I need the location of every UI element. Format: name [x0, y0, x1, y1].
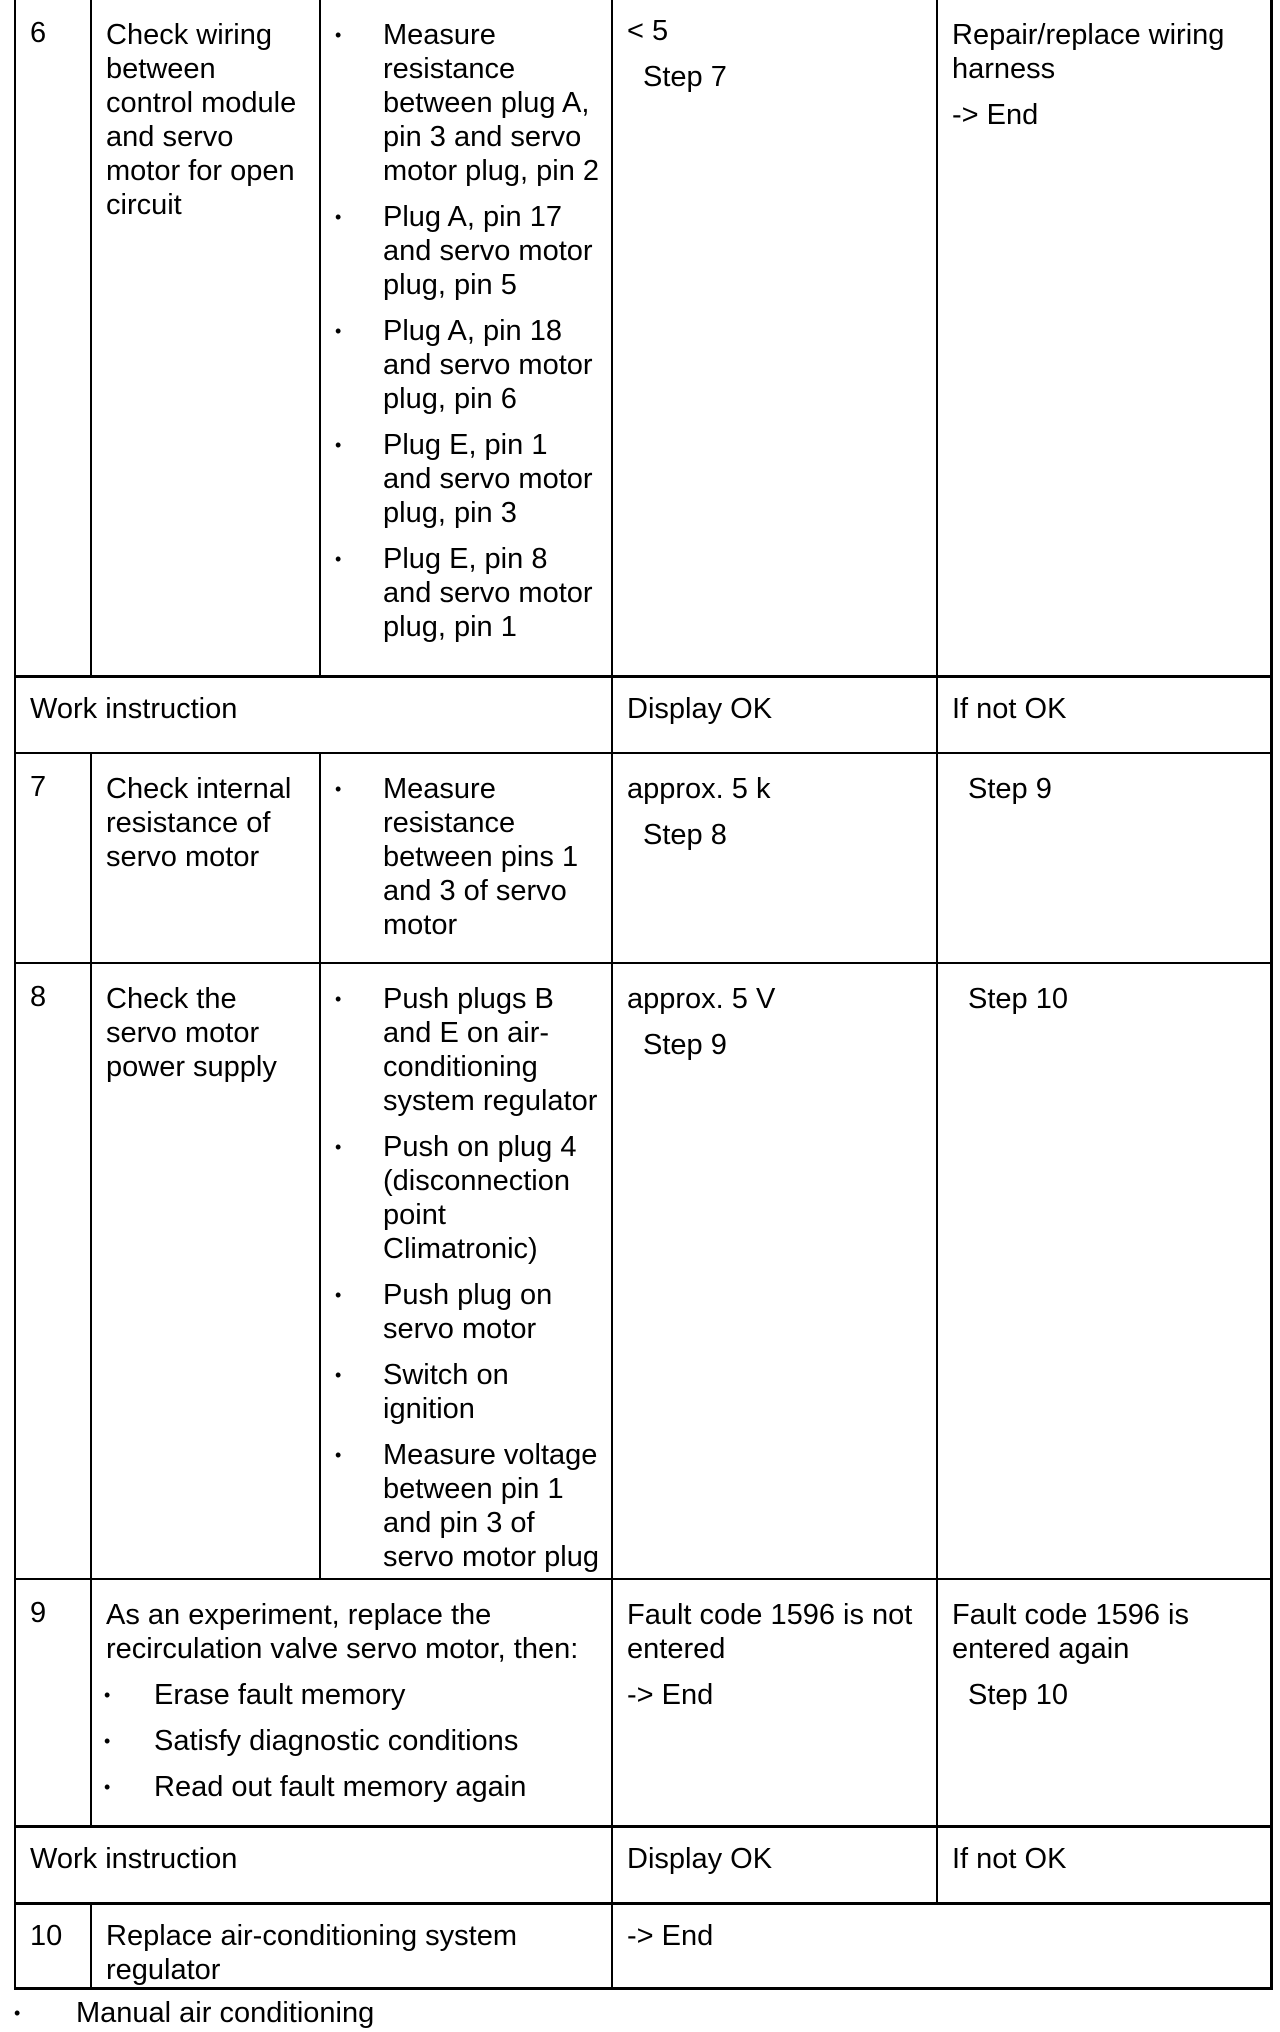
diagnostic-table [14, 0, 1273, 1990]
header-work-instruction: Work instruction [30, 692, 238, 725]
step-row-8 [15, 963, 1271, 1579]
task-text: Replace air-conditioning system regulator [106, 1920, 518, 1986]
ok-value: approx. 5 V [627, 982, 776, 1015]
ok-next-step: Step 8 [643, 818, 727, 851]
action-item: • Plug A, pin 17 and servo motor plug, pin 5 [321, 200, 603, 302]
step-row-9 [15, 1579, 1271, 1827]
not-ok-next-step: Step 9 [968, 772, 1052, 805]
action-item: • Plug E, pin 8 and servo motor plug, pin 1 [321, 542, 603, 644]
ok-cell [612, 1904, 1271, 1989]
actions-cell [320, 0, 612, 676]
action-item: • Measure resistance between plug A, pin 3 and servo motor plug, pin 2 [321, 18, 603, 188]
not-ok-value: Fault code 1596 is entered again [952, 1598, 1189, 1665]
step-number: 9 [30, 1596, 47, 1629]
task-cell [91, 0, 320, 676]
step-number: 8 [30, 980, 47, 1013]
step-number: 7 [30, 770, 47, 803]
action-item: • Switch on ignition [321, 1358, 603, 1426]
ok-next-step: Step 7 [643, 61, 727, 93]
action-item: • Erase fault memory [92, 1678, 597, 1712]
not-ok-cell [937, 1579, 1271, 1827]
step-row-10 [15, 1904, 1271, 1989]
actions-cell [320, 753, 612, 963]
action-item: • Measure voltage between pin 1 and pin 3 of servo motor plug [321, 1438, 603, 1574]
step-number-cell [15, 1904, 91, 1989]
action-list [321, 772, 603, 942]
header-work-instruction-cell [15, 1827, 612, 1904]
footer-bullet-text: Manual air conditioning [76, 1997, 375, 2029]
header-display-ok: Display OK [627, 1843, 773, 1875]
action-item: • Read out fault memory again [92, 1770, 597, 1804]
not-ok-next-step: -> End [952, 99, 1039, 131]
ok-next-step: Step 9 [643, 1028, 727, 1061]
action-list [92, 1678, 597, 1804]
step-number-cell [15, 0, 91, 676]
step-number: 6 [30, 17, 47, 49]
header-not-ok: If not OK [952, 692, 1067, 725]
task-cell [91, 1904, 612, 1989]
ok-cell [612, 963, 937, 1579]
ok-value: approx. 5 k [627, 772, 771, 805]
step-row-6 [15, 0, 1271, 676]
task-text: Check wiring between control module and servo motor for open circuit [106, 19, 297, 221]
ok-value: < 5 [627, 15, 669, 47]
step-row-7 [15, 753, 1271, 963]
action-item: • Push on plug 4 (disconnection point Climatronic) [321, 1130, 603, 1266]
action-item: • Push plugs B and E on air-conditioning system regulator [321, 982, 603, 1118]
action-item: • Satisfy diagnostic conditions [92, 1724, 597, 1758]
ok-cell [612, 0, 937, 676]
task-cell [91, 1579, 612, 1827]
not-ok-cell [937, 753, 1271, 963]
not-ok-cell [937, 0, 1271, 676]
action-item: • Push plug on servo motor [321, 1278, 603, 1346]
action-item: • Measure resistance between pins 1 and 3 of servo motor [321, 772, 603, 942]
action-list [321, 982, 603, 1574]
task-text: Check the servo motor power supply [106, 982, 277, 1083]
task-text: As an experiment, replace the recirculation valve servo motor, then: [106, 1598, 579, 1665]
action-item: • Plug A, pin 18 and servo motor plug, pin 6 [321, 314, 603, 416]
step-number-cell [15, 1579, 91, 1827]
not-ok-next-step: Step 10 [968, 1678, 1068, 1711]
header-display-ok-cell [612, 1827, 937, 1904]
task-text: Check internal resistance of servo motor [106, 772, 292, 873]
task-cell [91, 963, 320, 1579]
bullet-icon: • [14, 2003, 21, 2023]
step-number-cell [15, 753, 91, 963]
header-row [15, 1827, 1271, 1904]
ok-next-step: -> End [627, 1920, 714, 1952]
header-work-instruction: Work instruction [30, 1843, 238, 1875]
action-list [321, 18, 603, 644]
action-item: • Plug E, pin 1 and servo motor plug, pin 3 [321, 428, 603, 530]
actions-cell [320, 963, 612, 1579]
header-not-ok-cell [937, 676, 1271, 753]
ok-value: Fault code 1596 is not entered [627, 1598, 913, 1665]
header-display-ok-cell [612, 676, 937, 753]
header-row [15, 676, 1271, 753]
not-ok-value: Repair/replace wiring harness [952, 19, 1225, 85]
not-ok-cell [937, 963, 1271, 1579]
ok-cell [612, 1579, 937, 1827]
not-ok-next-step: Step 10 [968, 982, 1068, 1015]
header-not-ok: If not OK [952, 1843, 1067, 1875]
header-work-instruction-cell [15, 676, 612, 753]
step-number-cell [15, 963, 91, 1579]
step-number: 10 [30, 1920, 63, 1952]
ok-next-step: -> End [627, 1678, 714, 1711]
header-display-ok: Display OK [627, 692, 773, 725]
task-cell [91, 753, 320, 963]
ok-cell [612, 753, 937, 963]
header-not-ok-cell [937, 1827, 1271, 1904]
